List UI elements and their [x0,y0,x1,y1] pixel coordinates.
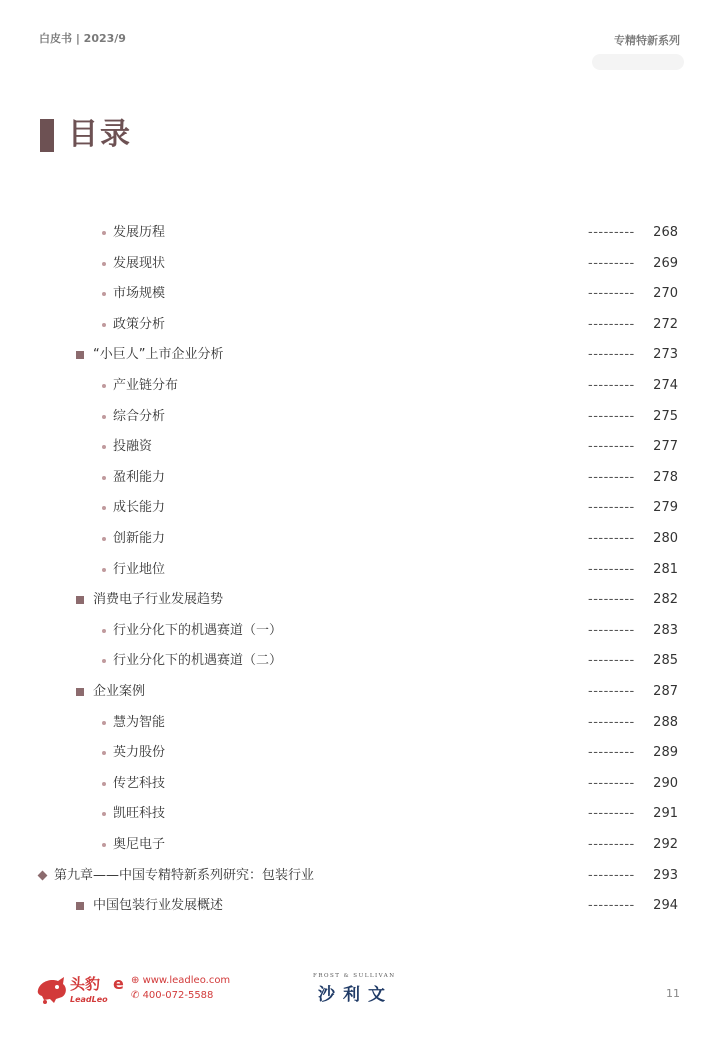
toc-entry-label: 发展现状 [113,255,166,271]
toc-entry-page: 281 [653,561,678,577]
toc-entry-page: 294 [653,898,678,914]
toc-entry-label: 产业链分布 [113,378,179,393]
dot-bullet-icon [102,568,106,572]
toc-leader: --------- [588,347,635,363]
toc-entry-label: 行业分化下的机遇赛道（一） [113,622,283,638]
toc-entry[interactable] [0,830,720,860]
toc-entry-page: 282 [653,592,678,608]
dot-bullet-icon [102,292,106,296]
toc-entry-label: 综合分析 [113,408,166,424]
dot-bullet-icon [102,415,106,419]
logo-brand-text: 头豹 [70,975,101,993]
toc-leader: --------- [588,316,635,332]
toc-entry-label: 成长能力 [113,500,166,516]
toc-entry-page: 280 [653,531,678,546]
toc-entry[interactable] [0,340,720,370]
toc-entry-page: 283 [653,622,678,638]
dot-bullet-icon [102,262,106,266]
toc-entry-page: 293 [653,867,678,883]
toc-leader: --------- [588,500,635,516]
toc-entry[interactable] [0,708,720,738]
phone-icon: ✆ [131,990,143,1001]
toc-entry[interactable] [0,432,720,462]
toc-entry-label: 市场规模 [113,286,166,302]
toc-entry-label: 盈利能力 [113,469,166,485]
toc-leader: --------- [588,255,635,271]
toc-entry[interactable] [0,891,720,921]
toc-entry[interactable] [0,402,720,432]
dot-bullet-icon [102,476,106,480]
toc-entry-label: 英力股份 [113,745,166,761]
toc-leader: --------- [588,867,635,883]
toc-leader: --------- [588,469,635,485]
toc-entry-label: 发展历程 [113,225,166,240]
toc-entry-label: 企业案例 [93,684,146,699]
toc-entry[interactable] [0,524,720,554]
toc-leader: --------- [588,806,635,822]
toc-entry-page: 278 [653,469,678,485]
toc-entry[interactable] [0,371,720,401]
watermark-logo [592,54,684,70]
logo-sub-text: LeadLeo [70,995,108,1004]
dot-bullet-icon [102,445,106,449]
toc-leader: --------- [588,408,635,424]
footer-url[interactable] [131,975,230,986]
toc-entry-page: 290 [653,775,678,791]
toc-entry-page: 268 [653,225,678,240]
page-number: 11 [666,987,680,1000]
toc-entry-page: 288 [653,714,678,730]
toc-entry-label: “小巨人”上市企业分析 [93,347,224,363]
square-bullet-icon [76,902,84,910]
dot-bullet-icon [102,629,106,633]
toc-leader: --------- [588,439,635,455]
toc-entry-page: 274 [653,378,678,393]
dot-bullet-icon [102,537,106,541]
toc-entry[interactable] [0,861,720,891]
toc-entry-label: 凯旺科技 [113,806,166,822]
toc-entry-label: 传艺科技 [113,775,166,791]
dot-bullet-icon [102,506,106,510]
toc-entry-page: 279 [653,500,678,516]
dot-bullet-icon [102,659,106,663]
frost-sullivan-wordmark: FROST & SULLIVAN [313,973,396,979]
toc-entry[interactable] [0,279,720,309]
diamond-bullet-icon [38,870,48,880]
toc-leader: --------- [588,592,635,608]
header-doc-info: 白皮书 | 2023/9 [39,32,126,45]
dot-bullet-icon [102,782,106,786]
toc-entry[interactable] [0,585,720,615]
toc-entry[interactable] [0,249,720,279]
toc-leader: --------- [588,225,635,240]
toc-entry-page: 273 [653,347,678,363]
square-bullet-icon [76,351,84,359]
toc-entry-page: 275 [653,408,678,424]
toc-entry-page: 270 [653,286,678,302]
toc-entry-label: 创新能力 [113,531,166,546]
dot-bullet-icon [102,384,106,388]
toc-entry-page: 289 [653,745,678,761]
toc-leader: --------- [588,561,635,577]
toc-entry-label: 第九章——中国专精特新系列研究：包装行业 [54,867,315,883]
toc-entry[interactable] [0,310,720,340]
toc-entry-label: 投融资 [113,439,153,455]
toc-entry-page: 285 [653,653,678,669]
toc-leader: --------- [588,714,635,730]
toc-entry-page: 269 [653,255,678,271]
toc-entry[interactable] [0,493,720,523]
dot-bullet-icon [102,751,106,755]
square-bullet-icon [76,688,84,696]
leadleo-logo [36,972,126,1006]
frost-sullivan-cn-logo: 沙利文 [318,985,393,1005]
toc-entry[interactable] [0,463,720,493]
toc-entry-label: 行业分化下的机遇赛道（二） [113,653,283,669]
dot-bullet-icon [102,721,106,725]
toc-leader: --------- [588,684,635,699]
toc-entry[interactable] [0,555,720,585]
toc-leader: --------- [588,653,635,669]
page-title: 目录 [68,117,132,152]
toc-entry-page: 272 [653,316,678,332]
toc-leader: --------- [588,837,635,852]
toc-entry-label: 奥尼电子 [113,837,166,852]
toc-leader: --------- [588,622,635,638]
dot-bullet-icon [102,812,106,816]
toc-entry[interactable] [0,738,720,768]
toc-leader: --------- [588,775,635,791]
toc-leader: --------- [588,531,635,546]
toc-entry-label: 慧为智能 [113,714,166,730]
dot-bullet-icon [102,231,106,235]
globe-icon: ⊕ [131,975,143,986]
header-series: 专精特新系列 [614,34,680,47]
dot-bullet-icon [102,323,106,327]
dot-bullet-icon [102,843,106,847]
toc-entry[interactable] [0,799,720,829]
toc-entry-page: 277 [653,439,678,455]
toc-entry[interactable] [0,218,720,248]
svg-text:e: e [113,974,124,993]
footer-phone [131,990,213,1001]
title-accent-bar [40,119,54,152]
toc-leader: --------- [588,745,635,761]
toc-entry-page: 291 [653,806,678,822]
toc-entry[interactable] [0,646,720,676]
toc-entry-label: 行业地位 [113,561,166,577]
toc-entry[interactable] [0,677,720,707]
toc-entry-label: 政策分析 [113,316,166,332]
toc-leader: --------- [588,378,635,393]
url-text: www.leadleo.com [142,975,231,986]
toc-entry-label: 消费电子行业发展趋势 [93,592,224,608]
phone-text: 400-072-5588 [142,990,214,1001]
toc-leader: --------- [588,286,635,302]
toc-entry[interactable] [0,769,720,799]
toc-leader: --------- [588,898,635,914]
toc-entry[interactable] [0,616,720,646]
square-bullet-icon [76,596,84,604]
toc-entry-page: 292 [653,837,678,852]
toc-entry-page: 287 [653,684,678,699]
toc-entry-label: 中国包装行业发展概述 [93,898,224,914]
